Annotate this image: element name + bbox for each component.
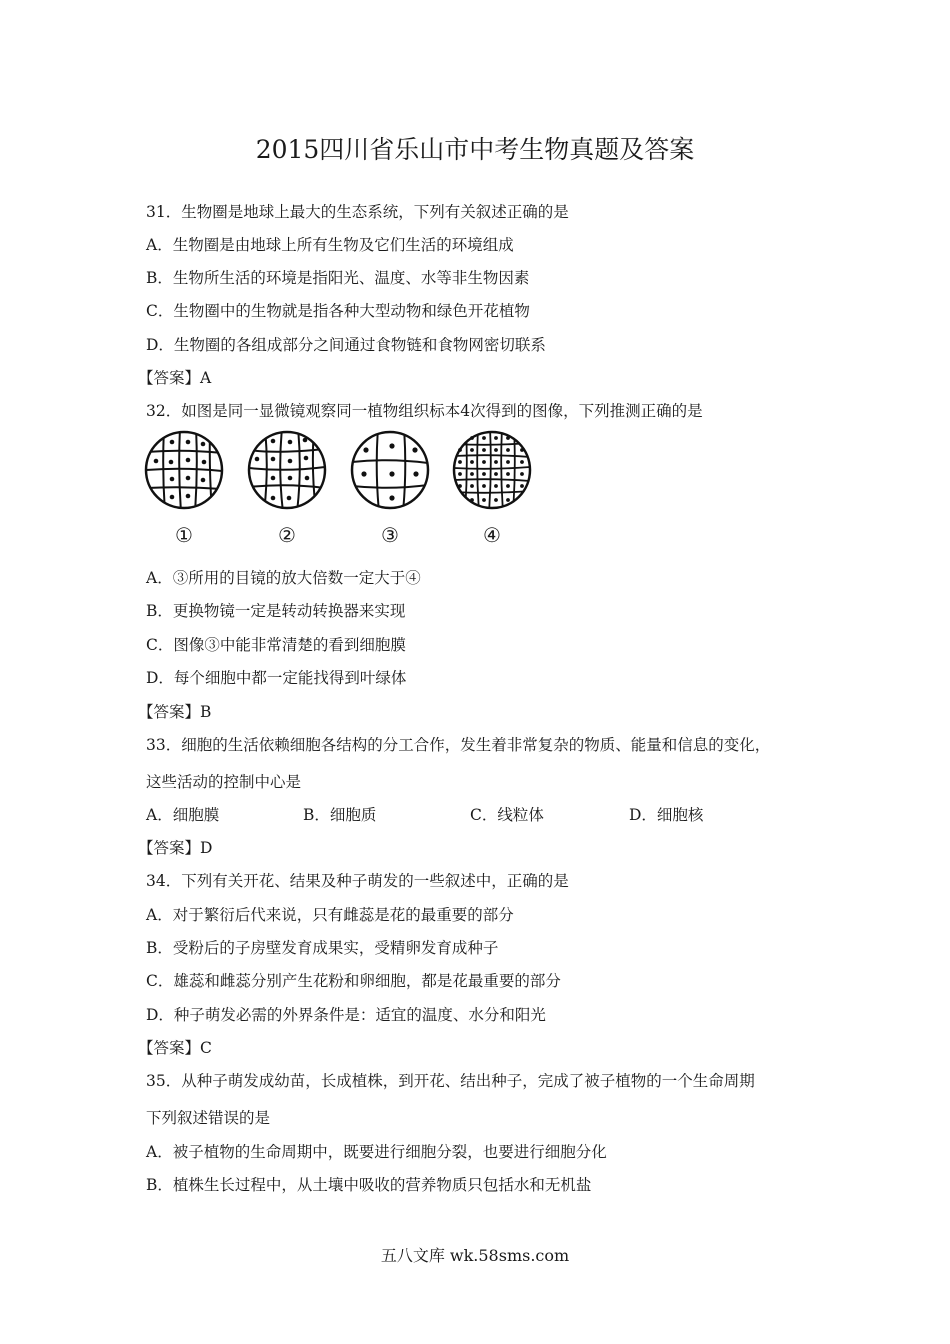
q32-option-b: B．更换物镜一定是转动转换器来实现 — [146, 602, 406, 620]
q35-stem-line1: 35．从种子萌发成幼苗，长成植株，到开花、结出种子，完成了被子植物的一个生命周期 — [146, 1072, 755, 1090]
q34-stem: 34．下列有关开花、结果及种子萌发的一些叙述中，正确的是 — [146, 872, 569, 890]
q33-options — [146, 804, 746, 826]
page-footer: 五八文库 wk.58sms.com — [380, 1246, 570, 1265]
q31-option-d: D．生物圈的各组成部分之间通过食物链和食物网密切联系 — [146, 336, 546, 354]
q33-stem-line1: 33．细胞的生活依赖细胞各结构的分工合作，发生着非常复杂的物质、能量和信息的变化， — [146, 736, 771, 754]
q34-option-a: A．对于繁衍后代来说，只有雌蕊是花的最重要的部分 — [146, 906, 514, 924]
q33-answer: 【答案】D — [138, 839, 213, 857]
micrograph-4 — [450, 428, 534, 548]
page-title: 2015四川省乐山市中考生物真题及答案 — [255, 135, 695, 164]
micrograph-3-image — [348, 428, 432, 512]
micrograph-1-image — [142, 428, 226, 512]
q33-option-a: A．细胞膜 — [146, 806, 220, 824]
q31-option-b: B．生物所生活的环境是指阳光、温度、水等非生物因素 — [146, 269, 530, 287]
q34-answer: 【答案】C — [138, 1039, 212, 1057]
q33-option-b: B．细胞质 — [303, 806, 377, 824]
micrograph-2-image — [245, 428, 329, 512]
q31-stem: 31．生物圈是地球上最大的生态系统，下列有关叙述正确的是 — [146, 203, 569, 221]
q34-option-b: B．受粉后的子房壁发育成果实，受精卵发育成种子 — [146, 939, 499, 957]
q33-stem-line2: 这些活动的控制中心是 — [146, 773, 302, 791]
microscope-figure — [142, 428, 542, 548]
q35-option-b: B．植株生长过程中，从土壤中吸收的营养物质只包括水和无机盐 — [146, 1176, 592, 1194]
q35-option-a: A．被子植物的生命周期中，既要进行细胞分裂，也要进行细胞分化 — [146, 1143, 607, 1161]
micrograph-4-image — [450, 428, 534, 512]
q34-option-c: C．雄蕊和雌蕊分别产生花粉和卵细胞，都是花最重要的部分 — [146, 972, 561, 990]
q32-stem: 32．如图是同一显微镜观察同一植物组织标本4次得到的图像，下列推测正确的是 — [146, 402, 703, 420]
micrograph-1 — [142, 428, 226, 548]
micrograph-1-label: ① — [175, 523, 193, 547]
micrograph-4-label: ④ — [483, 523, 501, 547]
q34-option-d: D．种子萌发必需的外界条件是：适宜的温度、水分和阳光 — [146, 1006, 546, 1024]
q31-option-a: A．生物圈是由地球上所有生物及它们生活的环境组成 — [146, 236, 514, 254]
q31-answer: 【答案】A — [138, 369, 212, 387]
micrograph-3-label: ③ — [381, 523, 399, 547]
q31-option-c: C．生物圈中的生物就是指各种大型动物和绿色开花植物 — [146, 302, 530, 320]
micrograph-2-label: ② — [278, 523, 296, 547]
q33-option-d: D．细胞核 — [629, 806, 704, 824]
q33-option-c: C．线粒体 — [470, 806, 544, 824]
micrograph-3 — [348, 428, 432, 548]
q35-stem-line2: 下列叙述错误的是 — [146, 1109, 271, 1127]
micrograph-2 — [245, 428, 329, 548]
q32-option-a: A．③所用的目镜的放大倍数一定大于④ — [146, 569, 421, 587]
q32-answer: 【答案】B — [138, 703, 212, 721]
q32-option-c: C．图像③中能非常清楚的看到细胞膜 — [146, 636, 406, 654]
q32-option-d: D．每个细胞中都一定能找得到叶绿体 — [146, 669, 407, 687]
